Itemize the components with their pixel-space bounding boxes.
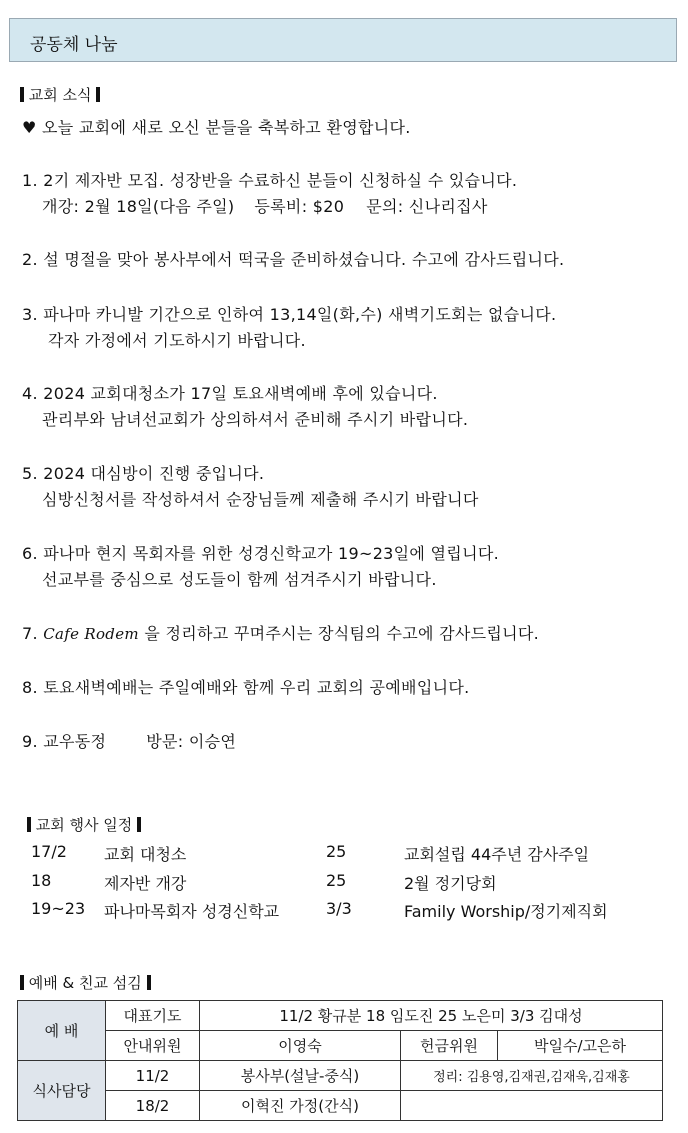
member-visit: 방문: 이승연 <box>146 732 237 751</box>
title-bar-left <box>27 817 31 832</box>
schedule-date: 17/2 <box>31 842 67 861</box>
news-section-label: 교회 소식 <box>28 86 92 104</box>
prayer-label: 대표기도 <box>106 1001 200 1031</box>
schedule-date: 3/3 <box>326 899 352 918</box>
contact: 문의: 신나리집사 <box>366 197 488 216</box>
news-item-6: 6. 파나마 현지 목회자를 위한 성경신학교가 19~23일에 열립니다. <box>22 544 499 563</box>
title-bar-right <box>147 975 151 990</box>
page-title: 공동체 나눔 <box>30 35 118 55</box>
empty-cell <box>401 1091 663 1121</box>
news-item-6-line2: 선교부를 중심으로 성도들이 함께 섬겨주시기 바랍니다. <box>42 570 437 589</box>
meal-cleanup: 정리: 김용영,김재권,김재욱,김재홍 <box>401 1061 663 1091</box>
offering-label: 헌금위원 <box>401 1031 498 1061</box>
news-item-2: 2. 설 명절을 맞아 봉사부에서 떡국을 준비하셨습니다. 수고에 감사드립니다. <box>22 250 565 269</box>
schedule-event: 교회 대청소 <box>104 845 187 864</box>
usher-label: 안내위원 <box>106 1031 200 1061</box>
welcome-line: ♥ 오늘 교회에 새로 오신 분들을 축복하고 환영합니다. <box>22 118 411 137</box>
class-start: 개강: 2월 18일(다음 주일) <box>42 197 235 216</box>
meal-date: 18/2 <box>106 1091 200 1121</box>
title-bar-left <box>20 975 24 990</box>
cafe-name: Cafe Rodem <box>43 625 139 643</box>
service-table <box>17 1000 663 1121</box>
offering-value: 박일수/고은하 <box>498 1031 663 1061</box>
schedule-section-label: 교회 행사 일정 <box>35 816 133 834</box>
schedule-section-title <box>27 814 141 835</box>
table-row <box>18 1001 663 1031</box>
schedule-date: 19~23 <box>31 899 86 918</box>
news-section-title <box>20 84 100 105</box>
table-row <box>18 1031 663 1061</box>
news-item-4-line2: 관리부와 남녀선교회가 상의하셔서 준비해 주시기 바랍니다. <box>42 410 469 429</box>
table-row <box>18 1091 663 1121</box>
registration-fee: 등록비: $20 <box>254 197 345 216</box>
title-bar-right <box>137 817 141 832</box>
page-header <box>9 18 677 62</box>
service-section-label: 예배 & 친교 섬김 <box>28 974 142 992</box>
news-item-1: 1. 2기 제자반 모집. 성장반을 수료하신 분들이 신청하실 수 있습니다. <box>22 171 518 190</box>
table-row <box>18 1061 663 1091</box>
worship-label: 예 배 <box>18 1001 106 1061</box>
schedule-event: Family Worship/정기제직회 <box>404 902 608 921</box>
news-item-5-line2: 심방신청서를 작성하셔서 순장님들께 제출해 주시기 바랍니다 <box>42 490 479 509</box>
item-7-text: 을 정리하고 꾸며주시는 장식팀의 수고에 감사드립니다. <box>144 624 540 643</box>
service-section-title <box>20 972 151 993</box>
schedule-event: 2월 정기당회 <box>404 874 497 893</box>
news-item-3: 3. 파나마 카니발 기간으로 인하여 13,14일(화,수) 새벽기도회는 없습니다. <box>22 305 557 324</box>
schedule-event: 제자반 개강 <box>104 874 187 893</box>
item-7-number: 7. <box>22 624 38 643</box>
meal-server: 봉사부(설날-중식) <box>200 1061 401 1091</box>
schedule-date: 25 <box>326 842 347 861</box>
schedule-event: 교회설립 44주년 감사주일 <box>404 845 590 864</box>
prayer-value: 11/2 황규분 18 임도진 25 노은미 3/3 김대성 <box>200 1001 663 1031</box>
schedule-date: 18 <box>31 871 52 890</box>
news-item-3-line2: 각자 가정에서 기도하시기 바랍니다. <box>48 331 306 350</box>
news-item-9 <box>22 729 236 752</box>
news-item-1-details <box>42 194 488 217</box>
usher-value: 이영숙 <box>200 1031 401 1061</box>
member-news-label: 9. 교우동정 <box>22 732 107 751</box>
news-item-7 <box>22 621 539 644</box>
meal-label: 식사담당 <box>18 1061 106 1121</box>
title-bar-right <box>96 87 100 102</box>
schedule-event: 파나마목회자 성경신학교 <box>104 902 280 921</box>
news-item-8: 8. 토요새벽예배는 주일예배와 함께 우리 교회의 공예배입니다. <box>22 678 470 697</box>
schedule-date: 25 <box>326 871 347 890</box>
news-item-4: 4. 2024 교회대청소가 17일 토요새벽예배 후에 있습니다. <box>22 384 438 403</box>
meal-date: 11/2 <box>106 1061 200 1091</box>
news-item-5: 5. 2024 대심방이 진행 중입니다. <box>22 464 265 483</box>
meal-server: 이혁진 가정(간식) <box>200 1091 401 1121</box>
title-bar-left <box>20 87 24 102</box>
